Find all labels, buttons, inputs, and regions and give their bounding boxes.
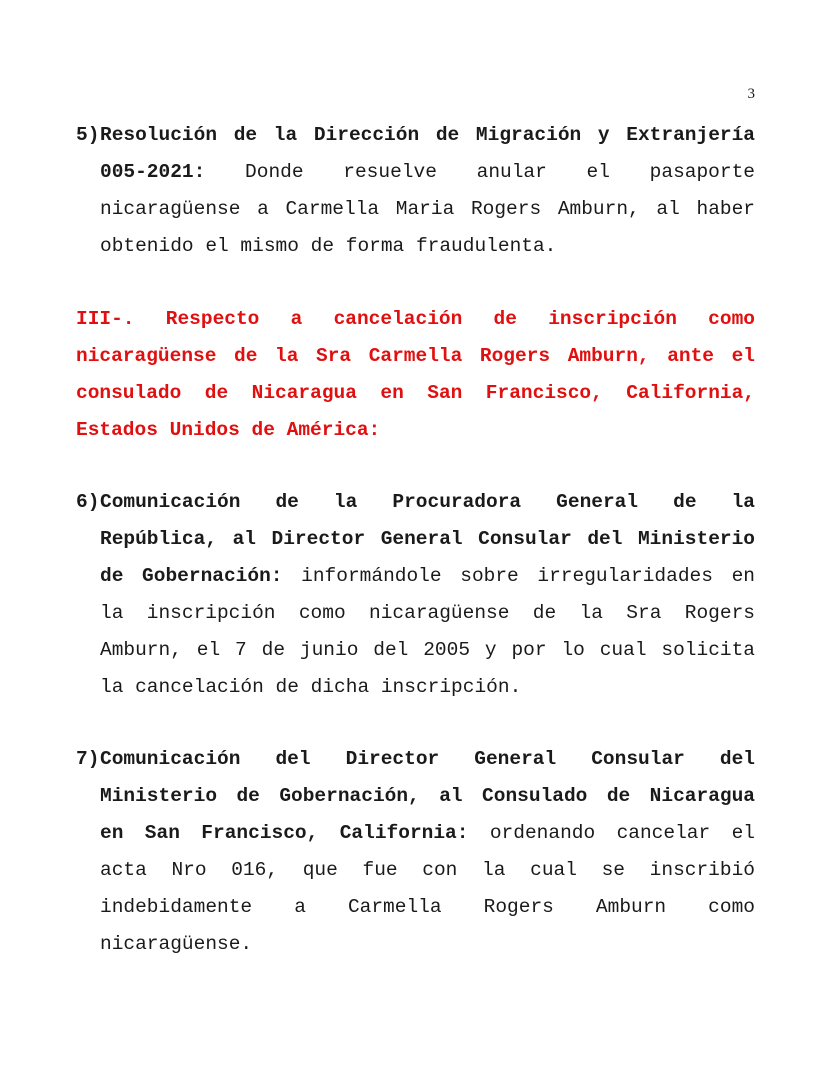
item-6-line-6: la cancelación de dicha inscripción. [100, 676, 522, 698]
section-3-line-4: Estados Unidos de América: [76, 419, 381, 441]
item-6-line-5: Amburn, el 7 de junio del 2005 y por lo cual solicita [100, 639, 755, 661]
item-7-line-4: acta Nro 016, que fue con la cual se inscribió [100, 859, 755, 881]
item-5-line-2: 005-2021: Donde resuelve anular el pasaporte [100, 161, 755, 183]
item-5-line-4: obtenido el mismo de forma fraudulenta. [100, 235, 557, 257]
section-3-line-2: nicaragüense de la Sra Carmella Rogers Amburn, ante el [76, 345, 755, 367]
item-5-line-1: Resolución de la Dirección de Migración y Extranjería [100, 124, 755, 146]
item-7-number: 7) [76, 748, 100, 770]
item-7-line-2: Ministerio de Gobernación, al Consulado de Nicaragua [100, 785, 755, 807]
item-6-number: 6) [76, 491, 100, 513]
section-3-line-1: III-. Respecto a cancelación de inscripción como [76, 308, 755, 330]
page-number: 3 [747, 86, 755, 102]
item-6-line-3: de Gobernación: informándole sobre irregularidades en [100, 565, 755, 587]
item-7-line-3: en San Francisco, California: ordenando cancelar el [100, 822, 755, 844]
item-5-number: 5) [76, 124, 100, 146]
item-7-line-6: nicaragüense. [100, 933, 253, 955]
item-5-line-3: nicaragüense a Carmella Maria Rogers Amburn, al haber [100, 198, 755, 220]
item-6-line-2: República, al Director General Consular del Ministerio [100, 528, 755, 550]
item-6-line-1: Comunicación de la Procuradora General de la [100, 491, 755, 513]
item-7-line-5: indebidamente a Carmella Rogers Amburn como [100, 896, 755, 918]
item-6-line-4: la inscripción como nicaragüense de la Sra Rogers [100, 602, 755, 624]
section-3-line-3: consulado de Nicaragua en San Francisco, California, [76, 382, 755, 404]
item-7-line-1: Comunicación del Director General Consular del [100, 748, 755, 770]
